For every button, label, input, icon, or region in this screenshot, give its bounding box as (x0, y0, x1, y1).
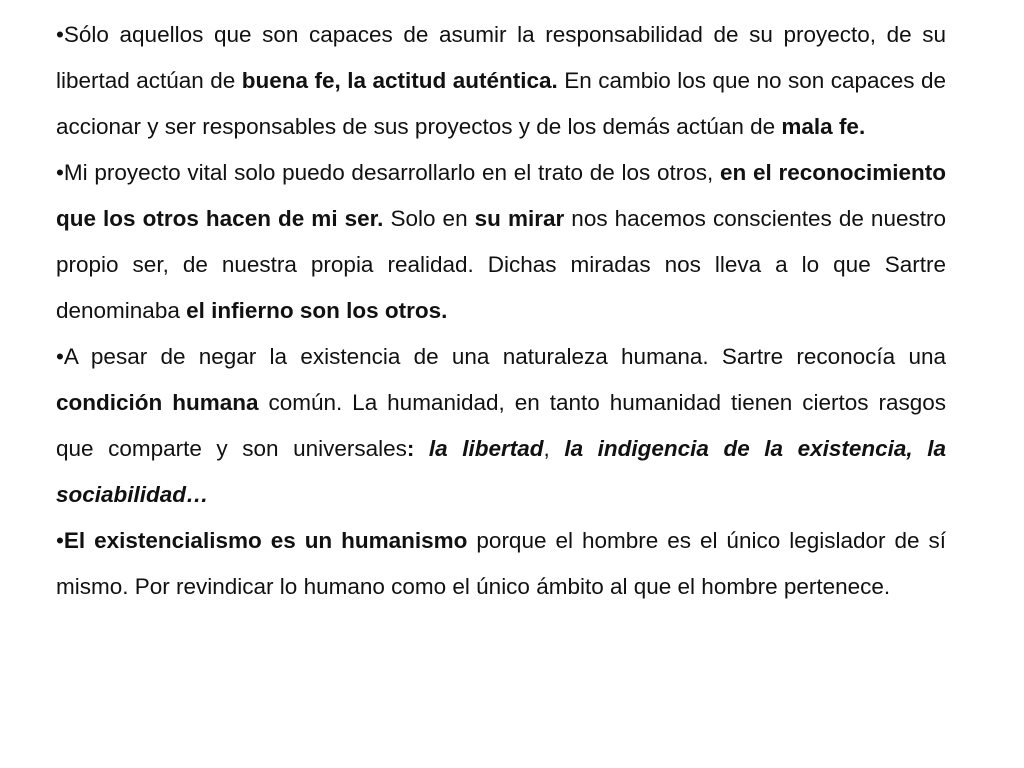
text-segment: A pesar de negar la existencia de una naturaleza humana. Sartre reconocía una (63, 344, 946, 369)
text-segment-bold: el infierno son los otros. (186, 298, 448, 323)
text-segment: Sólo aquellos que son capaces de asumir la responsabilidad de su proyecto, de su libertad actúan de (56, 22, 946, 93)
text-segment-bold-italic: la libertad (428, 436, 544, 461)
bullet-paragraph (56, 518, 946, 610)
bullet-marker: • (56, 22, 64, 47)
text-segment: Solo en (383, 206, 475, 231)
bullet-marker: • (56, 160, 64, 185)
bullet-paragraph (56, 334, 946, 518)
text-segment: nos hacemos conscientes de nuestro propio ser, de nuestra propia realidad. Dichas miradas nos lleva a lo que Sartre denominaba (56, 206, 946, 323)
bullet-marker: • (56, 344, 64, 369)
text-segment: Mi proyecto vital solo puedo desarrollarlo en el trato de los otros, (63, 160, 720, 185)
text-segment-bold: : (406, 436, 429, 461)
text-segment-bold: en el reconocimiento que los otros hacen de mi ser. (56, 160, 946, 231)
bullet-paragraph (56, 12, 946, 150)
bullet-paragraph (56, 150, 946, 334)
slide-body (56, 12, 946, 610)
text-segment-bold: El existencialismo es un humanismo (63, 528, 468, 553)
text-segment: , (543, 436, 565, 461)
text-segment: común. La humanidad, en tanto humanidad tienen ciertos rasgos que comparte y son universales (56, 390, 947, 461)
text-segment-bold-italic: la indigencia de la existencia, la sociabilidad… (56, 436, 946, 507)
text-segment-bold: su mirar (474, 206, 565, 231)
text-segment: porque el hombre es el único legislador de sí mismo. Por revindicar lo humano como el único ámbito al que el hombre pertenece. (56, 528, 946, 599)
text-segment-bold: buena fe, la actitud auténtica. (241, 68, 558, 93)
text-segment: En cambio los que no son capaces de accionar y ser responsables de sus proyectos y de los demás actúan de (56, 68, 946, 139)
text-segment-bold: mala fe. (781, 114, 866, 139)
text-segment-bold: condición humana (56, 390, 259, 415)
bullet-marker: • (56, 528, 64, 553)
